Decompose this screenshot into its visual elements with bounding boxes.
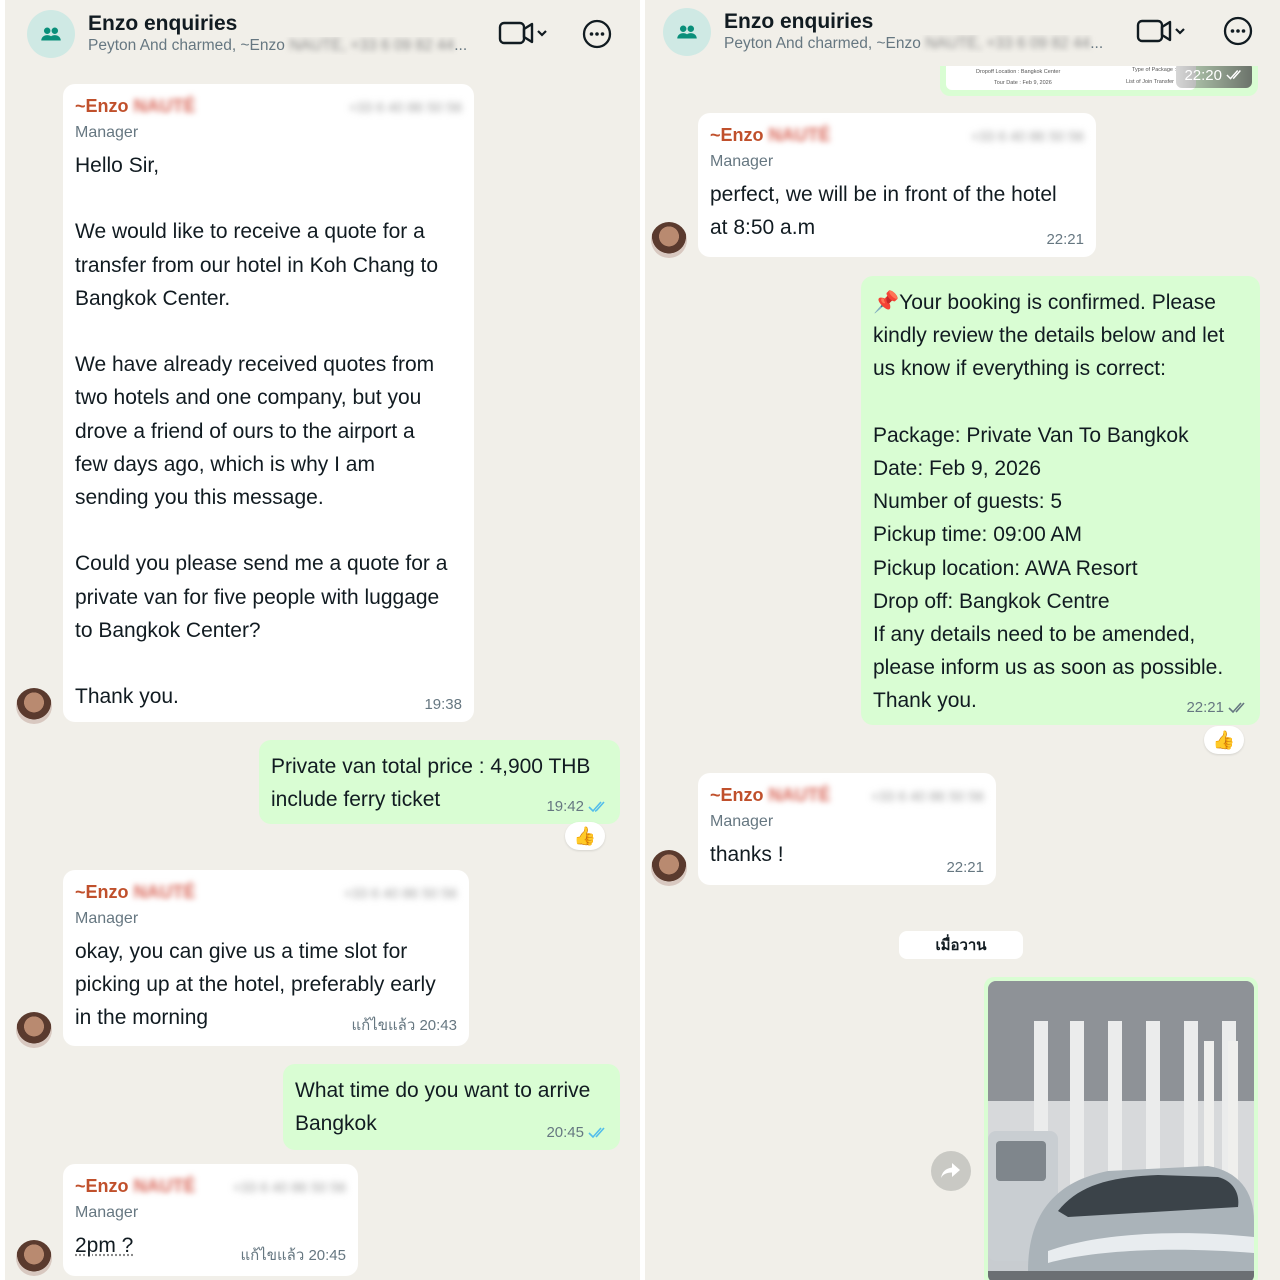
photo-of-van[interactable]	[988, 981, 1254, 1280]
pin-icon: 📌	[873, 291, 900, 314]
message-time: 19:42	[546, 798, 608, 815]
booking-ticket-image[interactable]: Dropoff Location : Bangkok Center Tour Date : Feb 9, 2026 Type of Package : List of Join Transfer 22:20	[940, 60, 1258, 96]
chat-pane-left	[5, 0, 640, 1280]
sender-role: Manager	[75, 910, 139, 927]
chat-participants[interactable]: Peyton And charmed, ~Enzo NAUTÉ, +33 6 09 82 44...	[88, 37, 468, 54]
thumbs-up-reaction-icon[interactable]: 👍	[1204, 726, 1244, 754]
sender-avatar[interactable]	[16, 1012, 52, 1048]
outgoing-message[interactable]	[283, 1064, 620, 1150]
sender-role: Manager	[710, 813, 774, 830]
outgoing-message[interactable]	[861, 276, 1260, 725]
read-ticks-icon	[1226, 69, 1244, 81]
message-text: thanks !	[710, 843, 784, 866]
message-text: okay, you can give us a time slot for picking up at the hotel, preferably early in the morning	[75, 940, 436, 1030]
sender-name[interactable]: ~Enzo NAUTÉ +33 6 40 86 50 56	[75, 882, 457, 902]
sender-role: Manager	[75, 1204, 139, 1221]
more-options-icon[interactable]	[581, 18, 613, 50]
message-text: 2pm ?	[75, 1234, 134, 1257]
sender-avatar[interactable]	[16, 688, 52, 724]
thumbs-up-reaction-icon[interactable]: 👍	[565, 822, 605, 850]
video-call-icon[interactable]	[497, 18, 553, 48]
message-time: 19:38	[424, 696, 462, 713]
van-photo-drawing	[988, 981, 1254, 1280]
message-text: perfect, we will be in front of the hotel at 8:50 a.m	[710, 183, 1057, 240]
ticket-time: 22:20	[1176, 62, 1252, 88]
message-text: 📌Your booking is confirmed. Please kindly review the details below and let us know if everything is correct: Package: Private Van To Bangkok Date: Feb 9, 2026 Number of guests: 5 Pickup time: 09:00 AM Pickup location: AWA Resort Drop off: Bangkok Centre If any details need to be amended, please inform us as soon as possible. Thank you.	[873, 291, 1225, 713]
incoming-message[interactable]	[63, 1164, 358, 1276]
photo-message[interactable]	[984, 977, 1258, 1280]
sender-avatar[interactable]	[16, 1240, 52, 1276]
read-ticks-icon	[588, 801, 608, 813]
message-time: 20:45	[546, 1124, 608, 1141]
sender-name[interactable]: ~Enzo NAUTÉ +33 6 40 86 50 56	[710, 125, 1084, 145]
incoming-message[interactable]	[698, 773, 996, 885]
message-text: Private van total price : 4,900 THB include ferry ticket	[271, 755, 591, 812]
sender-name[interactable]: ~Enzo NAUTÉ +33 6 40 86 50 56	[75, 96, 462, 116]
message-text: What time do you want to arrive Bangkok	[295, 1079, 591, 1136]
chat-title[interactable]: Enzo enquiries	[724, 10, 874, 33]
sender-name[interactable]: ~Enzo NAUTÉ +33 6 40 86 50 56	[710, 785, 984, 805]
read-ticks-icon	[588, 1127, 608, 1139]
incoming-message[interactable]	[63, 84, 474, 722]
message-time: 22:21	[1186, 699, 1248, 716]
sender-avatar[interactable]	[651, 222, 687, 258]
message-time: 22:21	[946, 859, 984, 876]
chat-header	[5, 0, 640, 66]
outgoing-message[interactable]	[259, 740, 620, 824]
incoming-message[interactable]	[698, 113, 1096, 257]
group-avatar-icon[interactable]	[27, 10, 75, 58]
message-time: แก้ไขแล้ว 20:45	[240, 1247, 346, 1264]
message-time: 22:21	[1046, 231, 1084, 248]
forward-icon[interactable]	[931, 1151, 971, 1191]
more-options-icon[interactable]	[1222, 15, 1254, 47]
sender-name[interactable]: ~Enzo NAUTÉ +33 6 40 86 50 56	[75, 1176, 346, 1196]
delivered-ticks-icon	[1228, 702, 1248, 714]
chat-pane-right	[645, 0, 1280, 1280]
message-text: Hello Sir, We would like to receive a quote for a transfer from our hotel in Koh Chang to Bangkok Center. We have already received quotes from two hotels and one company, but you drove a friend of ours to the airport a few days ago, which is why I am sending you this message. Could you please send me a quote for a private van for five people with luggage to Bangkok Center? Thank you.	[75, 154, 448, 709]
chat-participants[interactable]: Peyton And charmed, ~Enzo NAUTÉ, +33 6 09 82 44...	[724, 35, 1104, 52]
group-avatar-icon[interactable]	[663, 8, 711, 56]
message-time: แก้ไขแล้ว 20:43	[351, 1017, 457, 1034]
sender-avatar[interactable]	[651, 850, 687, 886]
incoming-message[interactable]	[63, 870, 469, 1046]
chat-header	[645, 0, 1280, 66]
sender-role: Manager	[75, 124, 139, 141]
video-call-icon[interactable]	[1135, 16, 1191, 46]
sender-role: Manager	[710, 153, 774, 170]
date-divider: เมื่อวาน	[899, 931, 1023, 959]
chat-title[interactable]: Enzo enquiries	[88, 12, 238, 35]
